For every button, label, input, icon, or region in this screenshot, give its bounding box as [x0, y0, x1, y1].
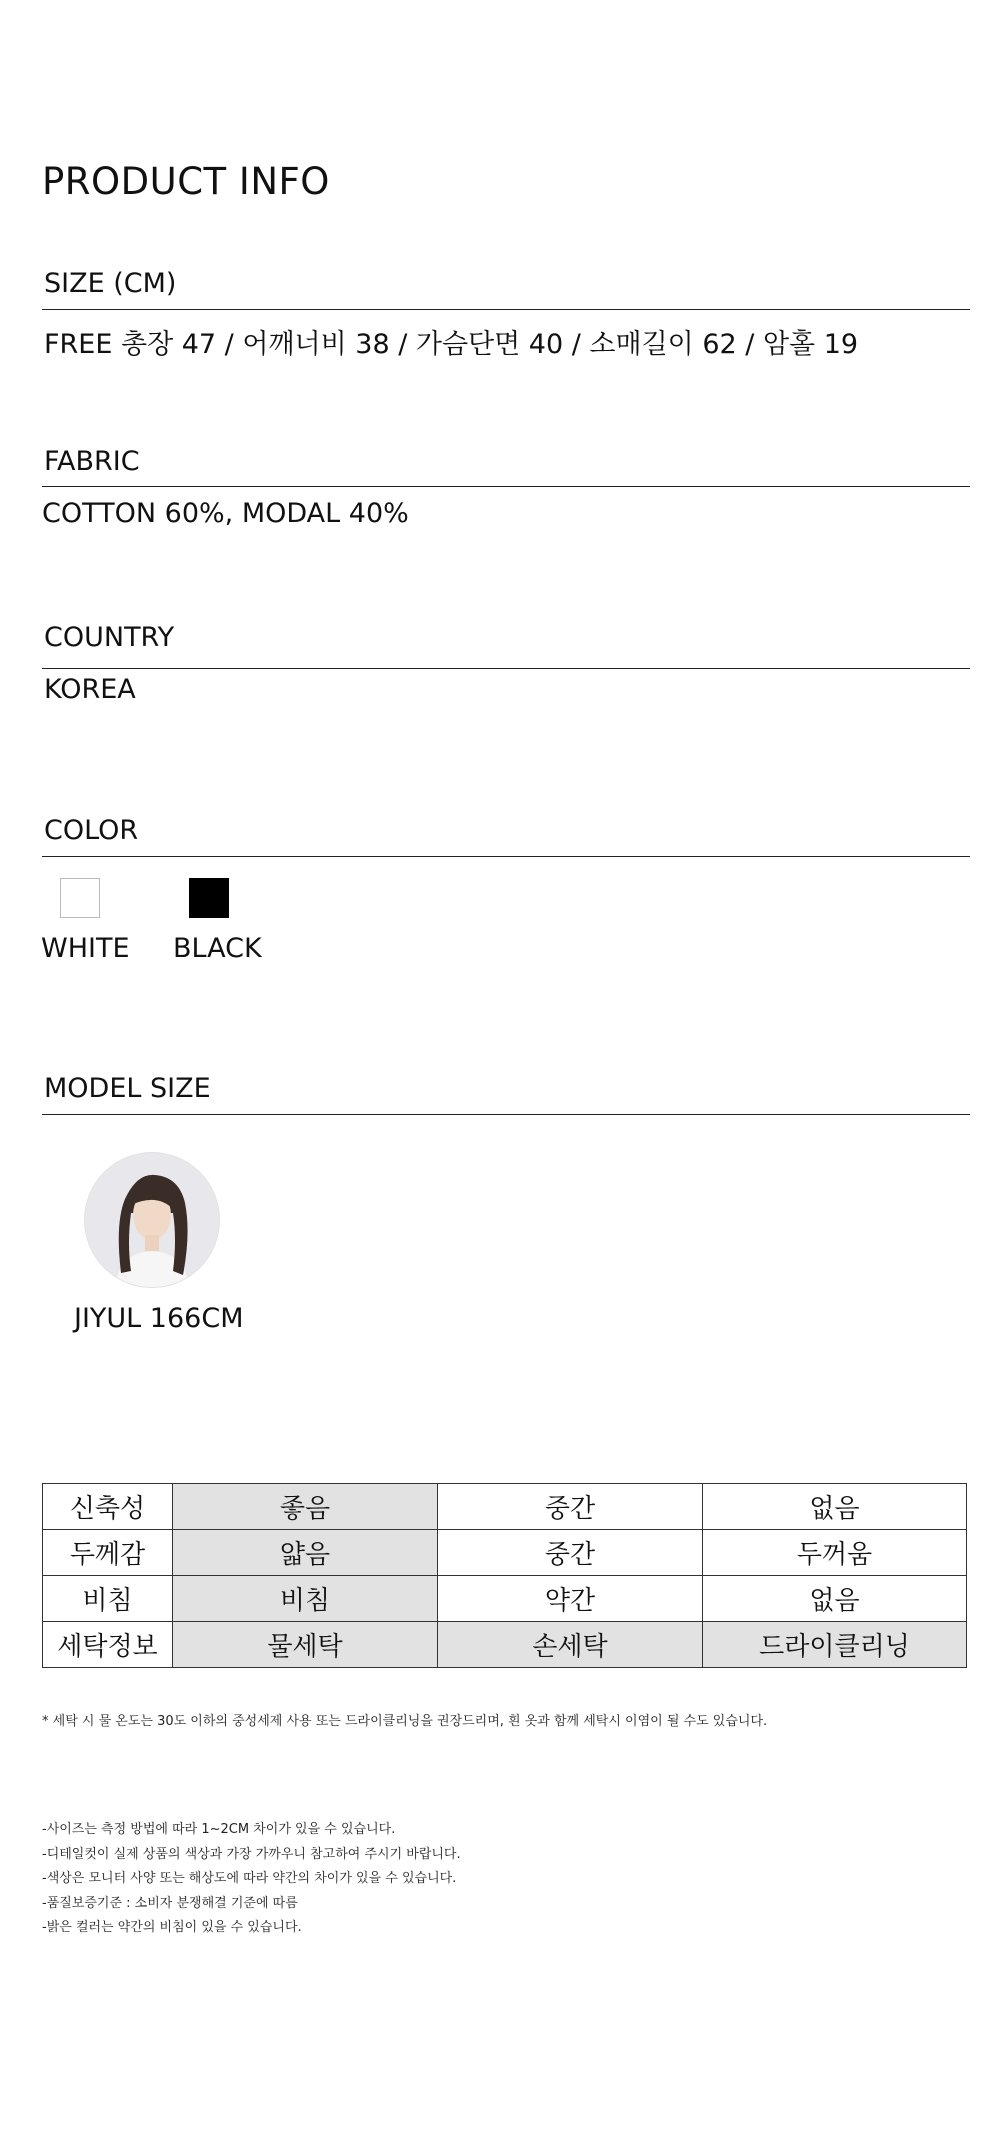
table-cell: 중간 [438, 1484, 703, 1530]
fabric-properties-table [42, 1483, 967, 1668]
table-row [43, 1576, 967, 1622]
table-cell: 없음 [703, 1576, 967, 1622]
country-label: COUNTRY [44, 622, 175, 653]
table-cell: 없음 [703, 1484, 967, 1530]
list-item: -밝은 컬러는 약간의 비침이 있을 수 있습니다. [42, 1920, 302, 1935]
table-row [43, 1622, 967, 1668]
fabric-divider [42, 486, 970, 487]
row-header: 비침 [43, 1576, 173, 1622]
color-divider [42, 856, 970, 857]
table-cell: 두꺼움 [703, 1530, 967, 1576]
table-cell: 손세탁 [438, 1622, 703, 1668]
row-header: 두께감 [43, 1530, 173, 1576]
table-cell: 얇음 [173, 1530, 438, 1576]
country-divider [42, 668, 970, 669]
size-value: FREE 총장 47 / 어깨너비 38 / 가슴단면 40 / 소매길이 62 / 암홀 19 [44, 329, 859, 360]
model-caption: JIYUL 166CM [74, 1303, 244, 1334]
list-item: -색상은 모니터 사양 또는 해상도에 따라 약간의 차이가 있을 수 있습니다. [42, 1871, 457, 1886]
table-cell: 드라이클리닝 [703, 1622, 967, 1668]
table-cell: 비침 [173, 1576, 438, 1622]
color-label-white: WHITE [41, 933, 130, 964]
table-row [43, 1484, 967, 1530]
list-item: -품질보증기준 : 소비자 분쟁해결 기준에 따름 [42, 1895, 298, 1911]
care-note: * 세탁 시 물 온도는 30도 이하의 중성세제 사용 또는 드라이클리닝을 권장드리며, 흰 옷과 함께 세탁시 이염이 될 수도 있습니다. [42, 1714, 768, 1729]
table-cell: 중간 [438, 1530, 703, 1576]
model-avatar [84, 1152, 220, 1288]
page-title: PRODUCT INFO [42, 160, 330, 203]
table-row [43, 1530, 967, 1576]
size-divider [42, 309, 970, 310]
list-item: -디테일컷이 실제 상품의 색상과 가장 가까우니 참고하여 주시기 바랍니다. [42, 1846, 461, 1862]
country-value: KOREA [44, 674, 136, 705]
color-label-black: BLACK [173, 933, 262, 964]
table-cell: 물세탁 [173, 1622, 438, 1668]
fabric-label: FABRIC [44, 446, 140, 477]
row-header: 세탁정보 [43, 1622, 173, 1668]
fabric-value: COTTON 60%, MODAL 40% [42, 498, 409, 529]
color-swatch-white[interactable] [60, 878, 100, 918]
list-item: -사이즈는 측정 방법에 따라 1~2CM 차이가 있을 수 있습니다. [42, 1822, 396, 1837]
table-cell: 약간 [438, 1576, 703, 1622]
model-size-label: MODEL SIZE [44, 1073, 211, 1104]
notes-list [42, 1818, 461, 1941]
color-label: COLOR [44, 815, 139, 846]
row-header: 신축성 [43, 1484, 173, 1530]
size-label: SIZE (CM) [44, 268, 177, 299]
color-swatch-black[interactable] [189, 878, 229, 918]
table-cell: 좋음 [173, 1484, 438, 1530]
model-size-divider [42, 1114, 970, 1115]
